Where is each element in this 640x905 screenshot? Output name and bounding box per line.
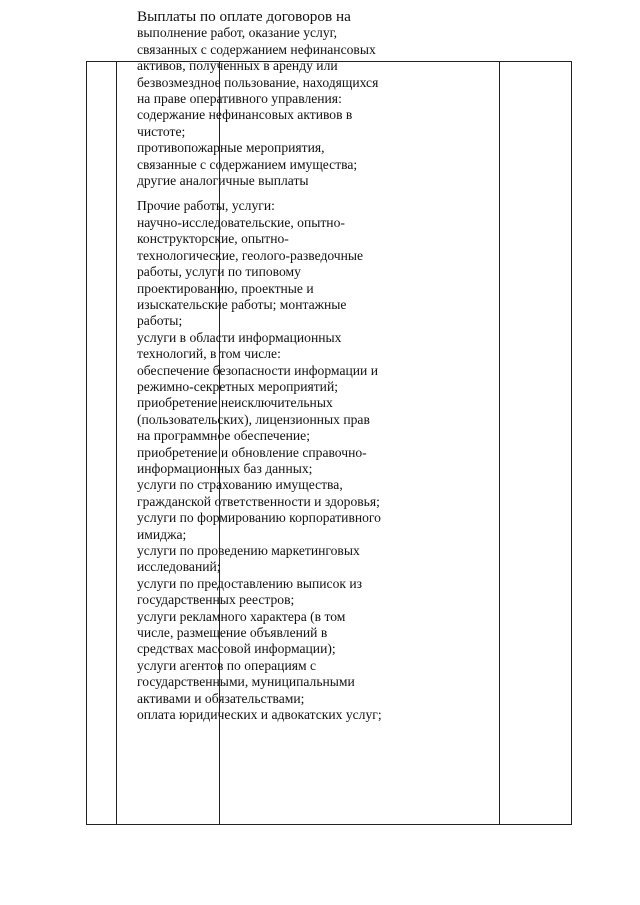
text-line: связанные с содержанием имущества; [137,156,358,172]
text-line: проектированию, проектные и [137,280,314,296]
text-line: работы; [137,313,183,329]
text-line: связанных с содержанием нефинансовых [137,41,376,57]
text-line: (пользовательских), лицензионных прав [137,411,370,427]
column-divider-1 [116,62,117,824]
section-contract-payments [137,9,413,189]
text-line: другие аналогичные выплаты [137,173,309,189]
text-line: технологий, в том числе: [137,346,281,362]
text-line: приобретение и обновление справочно- [137,444,367,460]
text-line: гражданской ответственности и здоровья; [137,493,380,509]
text-line: научно-исследовательские, опытно- [137,214,345,230]
text-line: обеспечение безопасности информации и [137,362,378,378]
text-line: услуги по предоставлению выписок из [137,575,363,591]
text-line: содержание нефинансовых активов в [137,107,353,123]
text-line: государственными, муниципальными [137,674,355,690]
text-line: активами и обязательствами; [137,690,305,706]
column-divider-3 [499,62,500,824]
text-line: режимно-секретных мероприятий; [137,378,339,394]
text-line: приобретение неисключительных [137,395,333,411]
text-line: государственных реестров; [137,592,295,608]
text-line: услуги рекламного характера (в том [137,608,346,624]
text-line: изыскательские работы; монтажные [137,296,347,312]
text-line: услуги в области информационных [137,329,342,345]
text-line: услуги агентов по операциям с [137,657,317,673]
text-line: услуги по проведению маркетинговых [137,543,360,558]
text-line: услуги по формированию корпоративного [137,510,381,526]
section-gap [137,189,413,198]
text-line: технологические, геолого-разведочные [137,247,364,263]
text-line: имиджа; [137,526,187,542]
section-other-services [137,198,413,723]
text-line: безвозмездное пользование, находящихся [137,74,379,90]
text-line: на программное обеспечение; [137,428,310,444]
text-line: услуги по страхованию имущества, [137,477,343,493]
text-line: чистоте; [137,123,186,139]
text-line: Выплаты по оплате договоров на [137,8,351,25]
text-line: конструкторские, опытно- [137,231,289,247]
text-line: средствах массовой информации); [137,641,336,657]
text-line: числе, размещение объявлений в [137,625,328,641]
text-line: Прочие работы, услуги: [137,198,275,214]
text-line: на праве оперативного управления: [137,91,342,107]
text-line: оплата юридических и адвокатских услуг; [137,707,382,723]
text-line: выполнение работ, оказание услуг, [137,25,338,41]
text-line: противопожарные мероприятия, [137,140,325,156]
description-cell [137,9,413,723]
text-line: информационных баз данных; [137,460,313,476]
text-line: активов, полученных в аренду или [137,58,338,74]
text-line: исследований; [137,559,221,575]
text-line: работы, услуги по типовому [137,264,301,280]
